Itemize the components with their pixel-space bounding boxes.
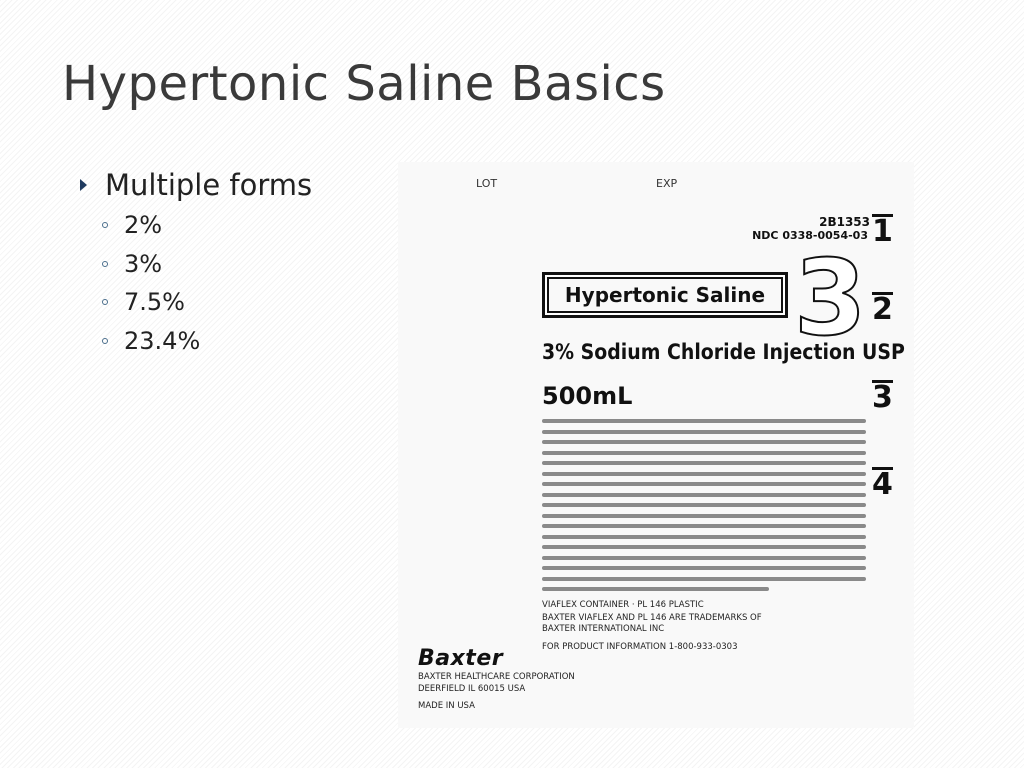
fine-print-line [542, 532, 866, 543]
fine-print-line [542, 584, 866, 595]
trademark-owner: BAXTER INTERNATIONAL INC [542, 624, 665, 634]
side-number: 1 [872, 214, 893, 249]
sub-bullet-item [102, 322, 312, 361]
side-number: 3 [872, 380, 893, 415]
made-in: MADE IN USA [418, 701, 475, 711]
circle-bullet-icon [102, 222, 108, 228]
sub-bullet-item [102, 206, 312, 245]
bullet-item [80, 166, 312, 204]
saline-label-image [398, 162, 914, 728]
product-name: 3% Sodium Chloride Injection USP [542, 340, 905, 364]
label-title: Hypertonic Saline [564, 283, 766, 307]
baxter-logo: Baxter [418, 646, 504, 671]
lot-label: LOT [476, 177, 498, 190]
product-code: 2B1353 [819, 215, 870, 229]
fine-print-line [542, 427, 866, 438]
circle-bullet-icon [102, 261, 108, 267]
ndc-number: NDC 0338-0054-03 [752, 229, 868, 242]
corp-name: BAXTER HEALTHCARE CORPORATION [418, 672, 575, 682]
fine-print-line [542, 458, 866, 469]
bullet-list [80, 166, 312, 360]
sub-bullet-item [102, 245, 312, 284]
product-info-text: FOR PRODUCT INFORMATION 1-800-933-0303 [542, 642, 738, 652]
trademark-text: BAXTER VIAFLEX AND PL 146 ARE TRADEMARKS OF [542, 613, 762, 623]
sub-bullet-list [102, 206, 312, 360]
fine-print-line [542, 574, 866, 585]
side-number: 4 [872, 467, 893, 502]
sub-bullet-text: 3% [124, 249, 163, 278]
sub-bullet-text: 23.4% [124, 326, 201, 355]
fine-print-line [542, 490, 866, 501]
triangle-bullet-icon [80, 179, 87, 191]
circle-bullet-icon [102, 338, 108, 344]
label-title-box [542, 272, 788, 318]
exp-label: EXP [656, 177, 678, 190]
fine-print-line [542, 563, 866, 574]
sub-bullet-text: 2% [124, 211, 163, 240]
fine-print-line [542, 521, 866, 532]
corp-city: DEERFIELD IL 60015 USA [418, 684, 526, 694]
container-text: VIAFLEX CONTAINER · PL 146 PLASTIC [542, 600, 704, 610]
fine-print-line [542, 553, 866, 564]
fine-print-line [542, 479, 866, 490]
fine-print-line [542, 469, 866, 480]
side-number: 2 [872, 292, 893, 327]
fine-print-line [542, 542, 866, 553]
fine-print-line [542, 500, 866, 511]
fine-print [542, 416, 866, 595]
sub-bullet-text: 7.5% [124, 288, 185, 317]
fine-print-line [542, 448, 866, 459]
fine-print-line [542, 511, 866, 522]
sub-bullet-item [102, 283, 312, 322]
fine-print-line [542, 437, 866, 448]
bullet-text: Multiple forms [105, 168, 313, 202]
slide-title: Hypertonic Saline Basics [62, 56, 666, 112]
fine-print-line [542, 416, 866, 427]
concentration-number: 3 [794, 237, 867, 359]
circle-bullet-icon [102, 299, 108, 305]
volume: 500mL [542, 382, 633, 410]
